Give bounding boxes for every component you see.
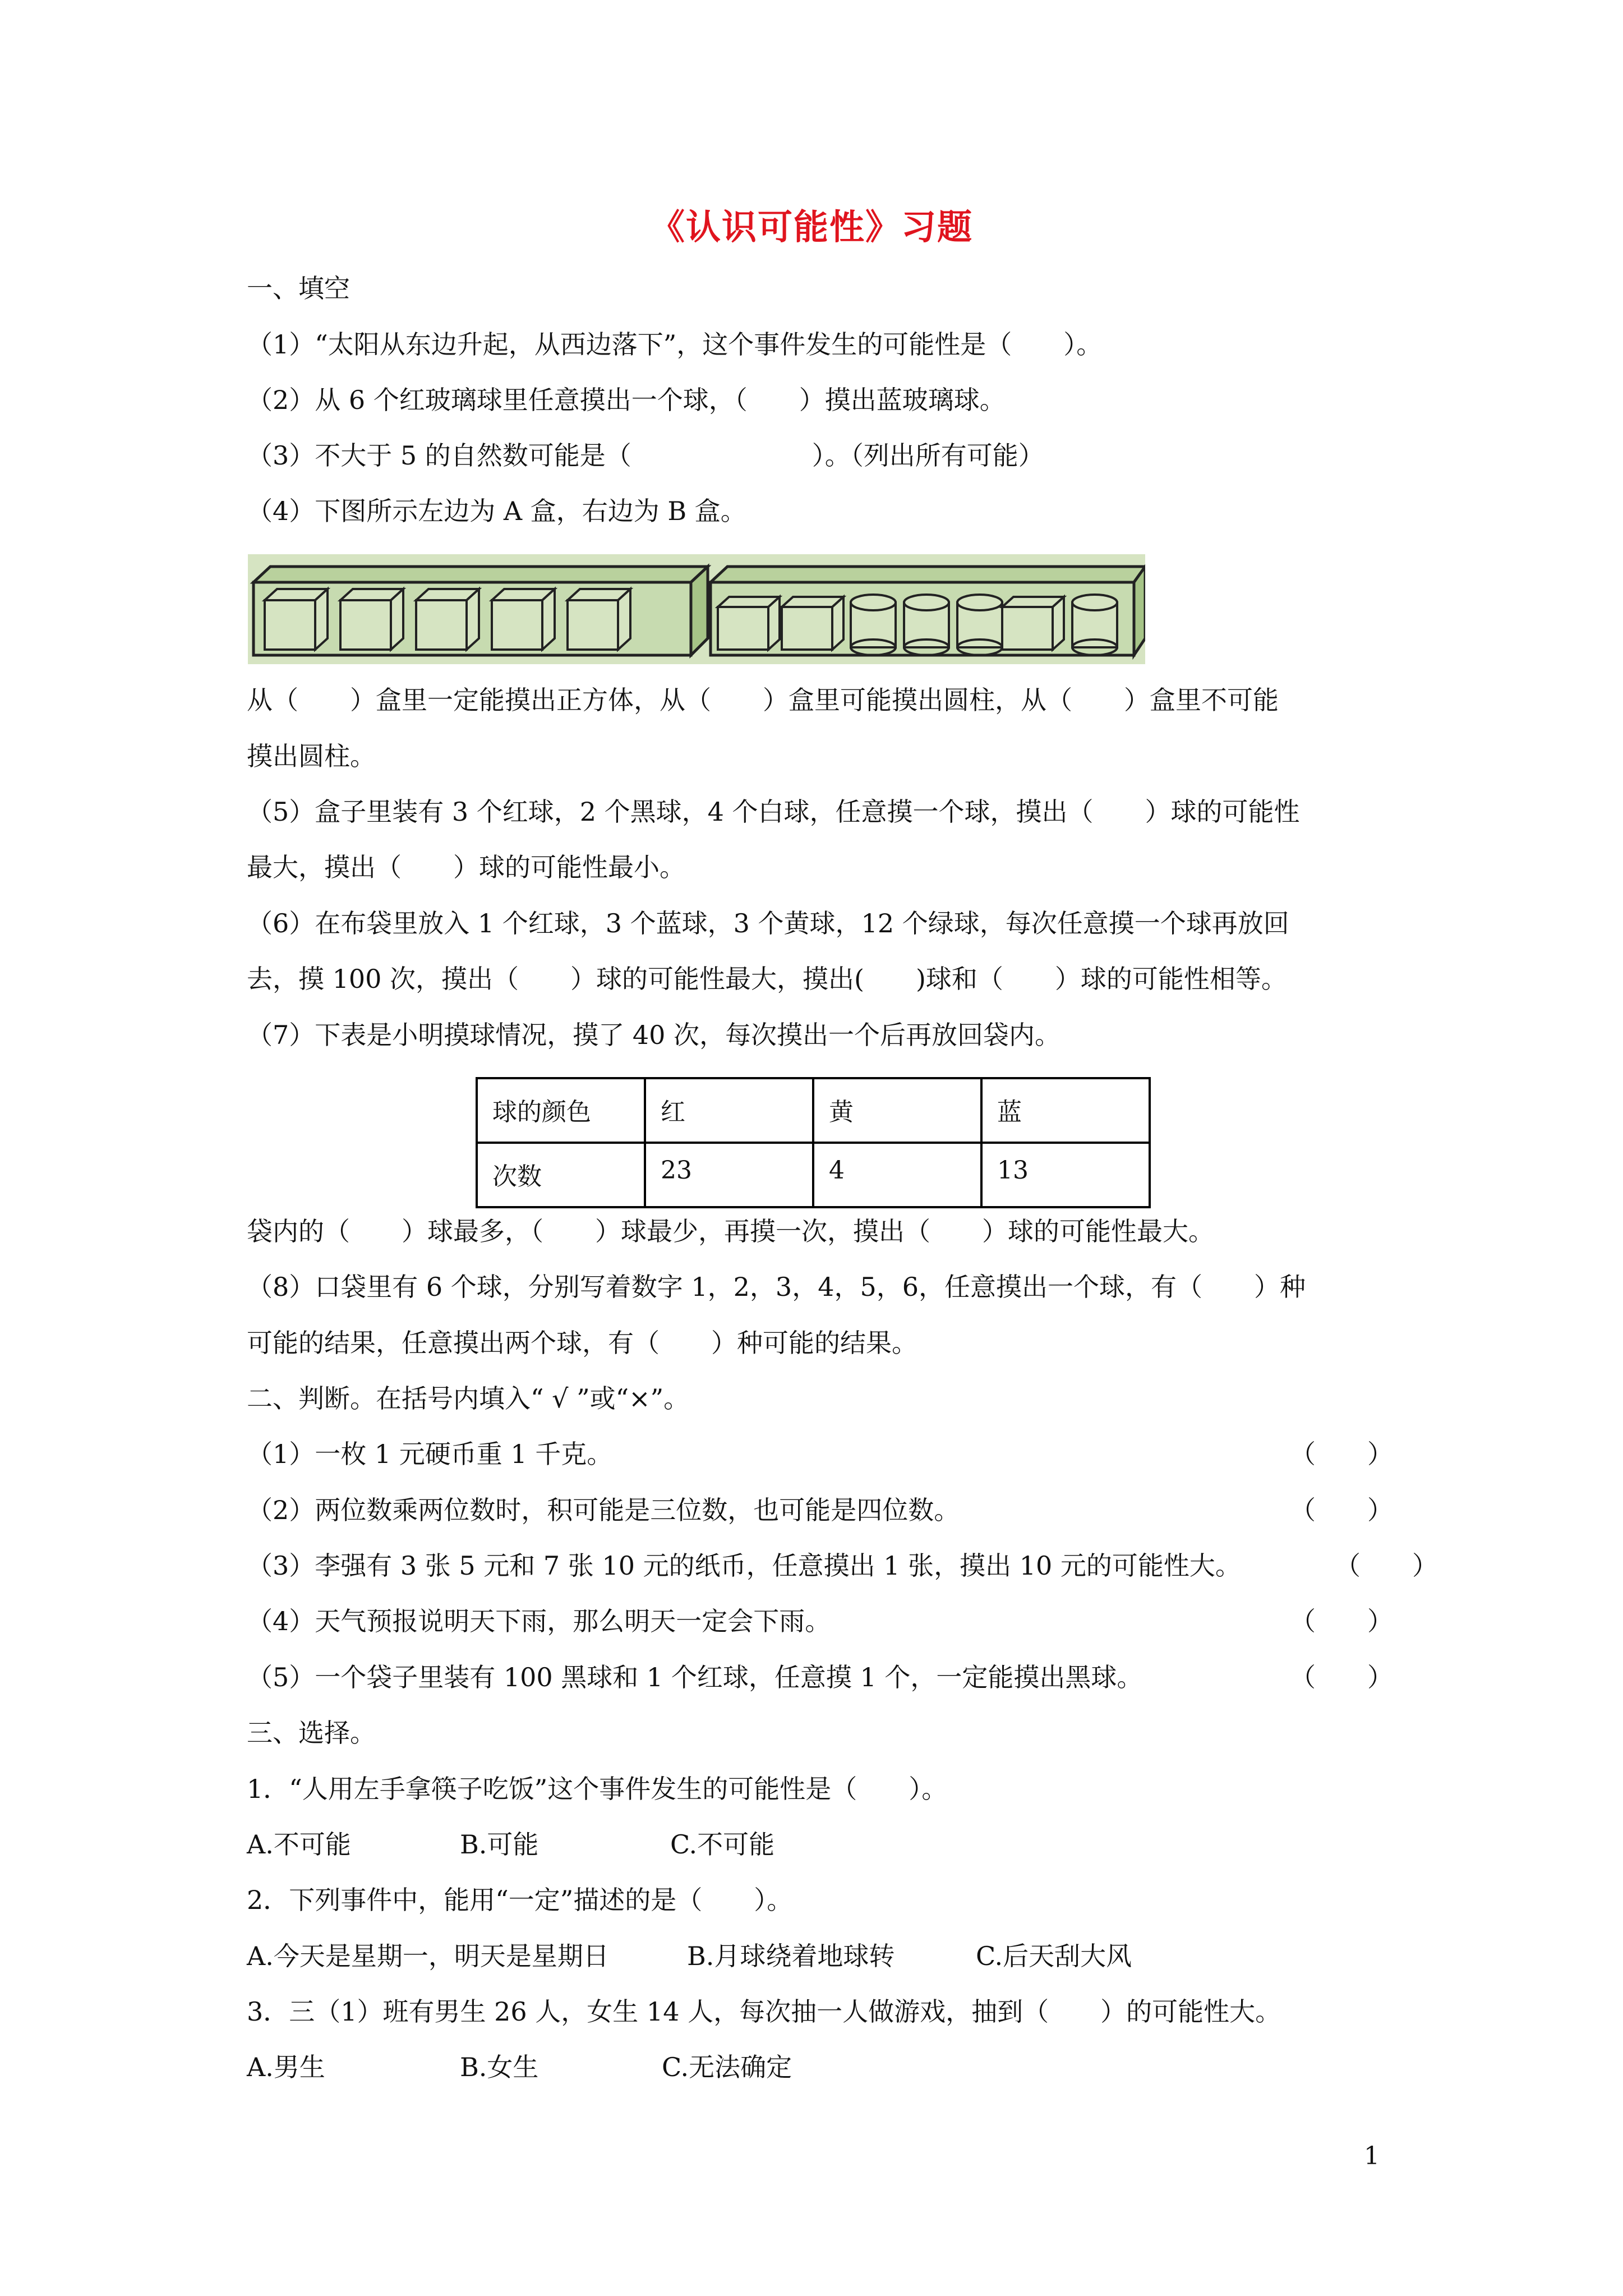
judge-item-1: （1）一枚 1 元硬币重 1 千克。 [247,1439,613,1469]
table-cell: 13 [981,1143,1150,1207]
question-1-7: （7）下表是小明摸球情况，摸了 40 次，每次摸出一个后再放回袋内。 [247,1020,1061,1050]
question-1-4-line1: 从（ ）盒里一定能摸出正方体，从（ ）盒里可能摸出圆柱，从（ ）盒里不可能 [247,685,1279,715]
answer-paren-5: （ ） [1290,1662,1393,1692]
answer-paren-3: （ ） [1335,1550,1438,1581]
choice-question-3: 3．三（1）班有男生 26 人，女生 14 人，每次抽一人做游戏，抽到（ ）的可能性大。 [247,1996,1281,2027]
judge-item-3: （3）李强有 3 张 5 元和 7 张 10 元的纸币，任意摸出 1 张，摸出 10 元的可能性大。 [247,1550,1241,1581]
section-heading-choose: 三、选择。 [247,1718,376,1748]
question-1-8-line2: 可能的结果，任意摸出两个球，有（ ）种可能的结果。 [247,1328,917,1358]
question-1-6-line2: 去，摸 100 次，摸出（ ）球的可能性最大，摸出( )球和（ ）球的可能性相等。 [247,964,1287,994]
table-row [477,1078,1150,1143]
page-number: 1 [1364,2142,1380,2170]
cubes-in-box-a [265,589,630,650]
question-1-6-line1: （6）在布袋里放入 1 个红球，3 个蓝球，3 个黄球，12 个绿球，每次任意摸一个球再放回 [247,908,1289,938]
answer-paren-1: （ ） [1290,1439,1393,1469]
choice-3-option-a: A.男生 [247,2052,325,2082]
table-cell: 球的颜色 [477,1078,645,1143]
question-1-8-line1: （8）口袋里有 6 个球，分别写着数字 1，2，3，4，5，6，任意摸出一个球，有（ ）种 [247,1272,1306,1302]
table-cell: 蓝 [981,1078,1150,1143]
table-cell: 23 [645,1143,813,1207]
question-1-7-after: 袋内的（ ）球最多，（ ）球最少，再摸一次，摸出（ ）球的可能性最大。 [247,1216,1214,1246]
choice-2-option-b: B.月球绕着地球转 [687,1941,895,1971]
section-heading-judge: 二、判断。在括号内填入“ √ ”或“×”。 [247,1383,690,1414]
section-heading-fill: 一、填空 [247,273,350,303]
choice-3-option-c: C.无法确定 [662,2052,792,2082]
answer-paren-2: （ ） [1290,1495,1393,1525]
table-cell: 次数 [477,1143,645,1207]
choice-question-1: 1．“人用左手拿筷子吃饭”这个事件发生的可能性是（ ）。 [247,1774,948,1804]
choice-2-option-c: C.后天刮大风 [976,1941,1132,1971]
boxes-illustration [248,554,1145,664]
question-1-5-line1: （5）盒子里装有 3 个红球，2 个黑球，4 个白球，任意摸一个球，摸出（ ）球的可能性 [247,797,1300,827]
answer-paren-4: （ ） [1290,1606,1393,1636]
judge-item-2: （2）两位数乘两位数时，积可能是三位数，也可能是四位数。 [247,1495,960,1525]
choice-1-option-a: A.不可能 [247,1829,351,1860]
choice-1-option-b: B.可能 [460,1829,539,1860]
choice-2-option-a: A.今天是星期一，明天是星期日 [247,1941,609,1971]
judge-item-5: （5）一个袋子里装有 100 黑球和 1 个红球，任意摸 1 个，一定能摸出黑球。 [247,1662,1143,1692]
question-1-3: （3）不大于 5 的自然数可能是（ ）。（列出所有可能） [247,440,1044,471]
choice-3-option-b: B.女生 [460,2052,539,2082]
judge-item-4: （4）天气预报说明天下雨，那么明天一定会下雨。 [247,1606,831,1636]
page-title: 《认识可能性》习题 [649,206,973,247]
question-1-1: （1）“太阳从东边升起，从西边落下”，这个事件发生的可能性是（ ）。 [247,329,1103,360]
table-cell: 红 [645,1078,813,1143]
question-1-4: （4）下图所示左边为 A 盒，右边为 B 盒。 [247,496,746,526]
choice-question-2: 2．下列事件中，能用“一定”描述的是（ ）。 [247,1885,793,1915]
table-cell: 4 [813,1143,981,1207]
choice-1-option-c: C.不可能 [670,1829,775,1860]
question-1-2: （2）从 6 个红玻璃球里任意摸出一个球，（ ）摸出蓝玻璃球。 [247,385,1006,415]
table-row [477,1143,1150,1207]
table-cell: 黄 [813,1078,981,1143]
question-1-5-line2: 最大，摸出（ ）球的可能性最小。 [247,852,685,882]
question-1-4-line2: 摸出圆柱。 [247,741,376,771]
ball-count-table [476,1077,1151,1208]
